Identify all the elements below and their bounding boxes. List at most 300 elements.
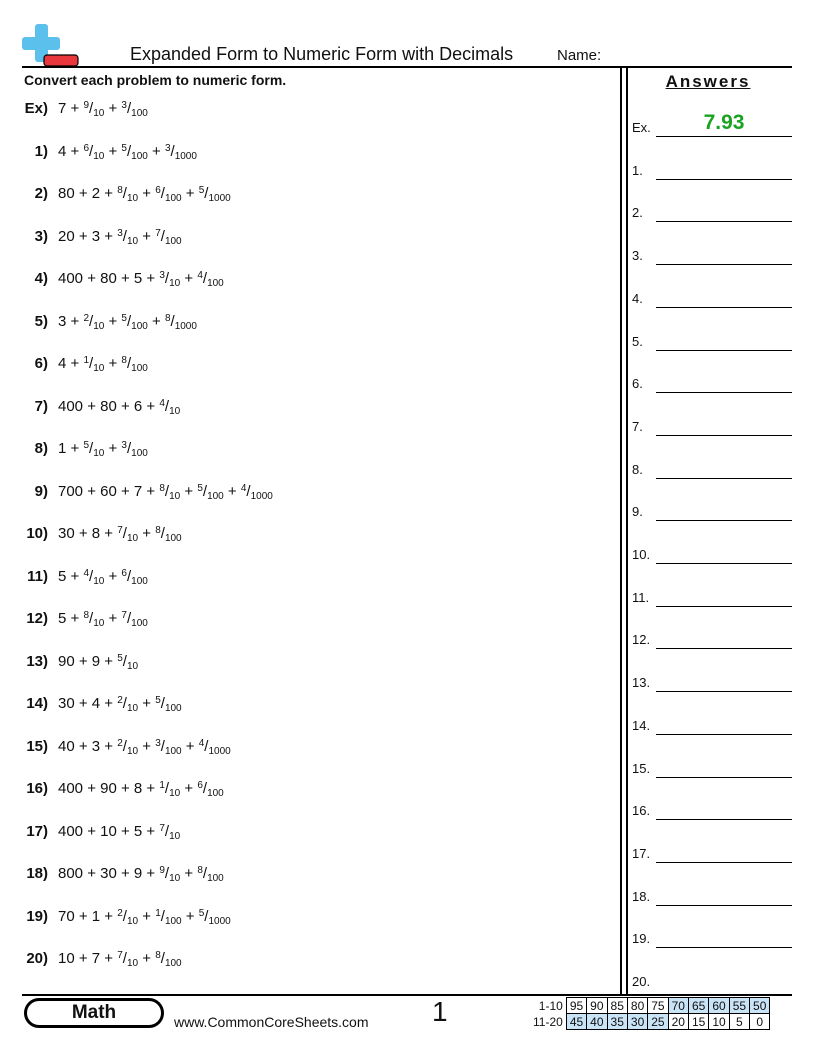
whole-part: 70 + 1 [58, 907, 101, 925]
score-cell: 10 [709, 1014, 729, 1030]
expression: $7 + ^9/_{10} + ^3/_{100}$ [58, 100, 148, 119]
fraction [159, 865, 180, 882]
numerator: 3 [121, 440, 127, 451]
whole-part: 400 + 80 + 5 [58, 270, 143, 287]
fraction [159, 270, 180, 287]
fraction [121, 100, 147, 117]
answer-row [632, 758, 792, 778]
answer-label: 13. [632, 675, 651, 691]
answer-blank-line [656, 947, 792, 948]
problem-number: 9) [34, 482, 48, 500]
fraction-slash: / [89, 100, 94, 117]
answer-row [632, 245, 792, 265]
expression: $40 + 3 + ^2/_{10} + ^3/_{100} + ^4/_{1000}$ [58, 737, 231, 757]
denominator: 10 [169, 873, 181, 884]
problem-item [24, 525, 182, 549]
score-cell: 5 [729, 1014, 749, 1030]
answer-blank-line [656, 819, 792, 820]
answer-row [632, 501, 792, 521]
whole-part: 10 + 7 [58, 950, 101, 967]
header-rule [22, 66, 792, 68]
answer-label: 5. [632, 333, 643, 349]
numerator: 5 [83, 440, 90, 451]
answer-label: 4. [632, 290, 643, 306]
fraction-slash: / [164, 397, 170, 415]
fraction-slash: / [164, 865, 170, 882]
answer-label: 11. [632, 589, 650, 605]
problem-item [24, 865, 224, 889]
fraction [155, 525, 181, 542]
whole-part: 40 + 3 [58, 737, 101, 755]
numerator: 2 [83, 312, 90, 324]
fraction [121, 143, 147, 160]
answer-blank-line [656, 307, 792, 308]
answer-blank-line [656, 136, 792, 137]
instructions: Convert each problem to numeric form. [24, 72, 287, 88]
numerator: 7 [117, 950, 123, 961]
numerator: 8 [117, 185, 123, 196]
problem-number: 14) [26, 695, 48, 712]
expression: $5 + ^4/_{10} + ^6/_{100}$ [58, 567, 148, 587]
expression: $5 + ^8/_{10} + ^7/_{100}$ [58, 610, 148, 629]
problem-number: 18) [26, 865, 48, 882]
fraction-slash: / [246, 482, 251, 500]
fraction [117, 950, 138, 967]
fraction-slash: / [160, 907, 165, 925]
fraction-slash: / [202, 482, 208, 500]
numerator: 5 [121, 312, 127, 324]
numerator: 8 [155, 950, 161, 961]
whole-part: 1 [58, 440, 67, 457]
page-number: 1 [432, 996, 448, 1027]
denominator: 100 [164, 193, 182, 204]
numerator: 8 [155, 525, 161, 536]
fraction [155, 950, 181, 967]
numerator: 3 [164, 142, 171, 154]
expression: $3 + ^2/_{10} + ^5/_{100} + ^8/_{1000}$ [58, 312, 197, 332]
fraction-slash: / [126, 142, 132, 160]
answers-heading: Answers [665, 72, 751, 91]
denominator: 10 [93, 448, 105, 459]
denominator: 1000 [174, 320, 197, 332]
problem-item [24, 610, 148, 634]
problem-number: Ex) [24, 100, 48, 117]
score-cell: 40 [587, 1014, 607, 1030]
fraction [165, 313, 197, 330]
problem-number: 20) [26, 950, 48, 967]
denominator: 10 [93, 575, 105, 587]
numerator: 1 [155, 907, 161, 919]
answer-blank-line [656, 179, 792, 180]
denominator: 10 [126, 915, 139, 927]
fraction [199, 738, 231, 755]
fraction [159, 398, 180, 415]
problem-item [24, 398, 180, 422]
fraction [83, 440, 104, 457]
fraction [121, 568, 147, 585]
expression: $30 + 8 + ^7/_{10} + ^8/_{100}$ [58, 525, 182, 544]
fraction-slash: / [204, 185, 209, 202]
numerator: 3 [155, 737, 161, 749]
answer-label: 7. [632, 418, 643, 434]
whole-part: 80 + 2 [58, 185, 101, 202]
numerator: 2 [117, 695, 123, 706]
fraction-slash: / [202, 780, 208, 797]
score-cell: 90 [587, 998, 607, 1014]
whole-part: 400 + 10 + 5 [58, 822, 143, 840]
denominator: 100 [131, 618, 148, 629]
fraction [241, 483, 273, 500]
answer-row [632, 886, 792, 906]
example-answer-value: 7.93 [703, 111, 745, 134]
fraction-slash: / [122, 227, 127, 245]
fraction [199, 908, 231, 925]
fraction [117, 908, 138, 925]
fraction [121, 355, 147, 372]
problem-number: 10) [26, 525, 48, 542]
answer-row [632, 928, 792, 948]
fraction [83, 143, 104, 160]
problem-item [24, 823, 180, 847]
denominator: 100 [131, 363, 148, 374]
answer-row [632, 373, 792, 393]
denominator: 10 [93, 320, 105, 332]
numerator: 5 [198, 185, 205, 196]
expression: $30 + 4 + ^2/_{10} + ^5/_{100}$ [58, 695, 182, 714]
fraction [83, 100, 104, 117]
score-cell: 0 [750, 1014, 770, 1030]
denominator: 10 [93, 150, 105, 162]
answer-row [632, 629, 792, 649]
denominator: 10 [169, 788, 181, 799]
numerator: 5 [198, 907, 205, 919]
expression: $400 + 80 + 5 + ^3/_{10} + ^4/_{100}$ [58, 270, 224, 289]
whole-part: 7 [58, 100, 67, 117]
problem-item [24, 695, 182, 719]
denominator: 10 [169, 830, 181, 842]
subject-badge: Math [24, 998, 164, 1028]
answer-label: 18. [632, 888, 651, 904]
denominator: 10 [169, 278, 181, 289]
problem-item [24, 270, 224, 294]
answer-blank-line [656, 264, 792, 265]
problem-number: 3) [34, 227, 48, 245]
answer-label: Ex. [632, 120, 651, 135]
fraction-slash: / [160, 185, 165, 202]
numerator: 5 [121, 142, 127, 154]
score-row [530, 1014, 770, 1030]
expression: $4 + ^6/_{10} + ^5/_{100} + ^3/_{1000}$ [58, 142, 197, 162]
fraction [165, 143, 197, 160]
denominator: 100 [131, 448, 148, 459]
answer-blank-line [656, 392, 792, 393]
answer-blank-line [656, 435, 792, 436]
numerator: 7 [159, 822, 165, 834]
score-table [530, 997, 770, 1030]
fraction-slash: / [122, 737, 127, 755]
answer-blank-line [656, 777, 792, 778]
fraction-slash: / [126, 567, 132, 585]
denominator: 100 [131, 575, 148, 587]
expression: $1 + ^5/_{10} + ^3/_{100}$ [58, 440, 148, 459]
fraction-slash: / [122, 525, 127, 542]
denominator: 10 [169, 405, 181, 417]
fraction-slash: / [89, 142, 94, 160]
problem-item [24, 228, 182, 252]
numerator: 4 [198, 737, 205, 749]
numerator: 9 [159, 865, 165, 876]
fraction-slash: / [164, 482, 170, 500]
fraction [155, 738, 181, 755]
score-range-label: 1-10 [538, 998, 563, 1013]
problem-item [24, 440, 148, 464]
numerator: 4 [83, 567, 90, 579]
fraction-slash: / [126, 440, 132, 457]
problem-item [24, 738, 231, 762]
whole-part: 4 [58, 142, 67, 160]
expression: $80 + 2 + ^8/_{10} + ^6/_{100} + ^5/_{1000}$ [58, 185, 231, 204]
answer-row [632, 587, 792, 607]
answer-label: 9. [632, 504, 643, 520]
fraction [159, 823, 180, 840]
denominator: 10 [93, 108, 105, 119]
fraction [83, 313, 104, 330]
answer-label: 17. [632, 845, 651, 861]
score-cell: 35 [607, 1014, 627, 1030]
fraction-slash: / [204, 907, 209, 925]
problem-item [24, 185, 231, 209]
numerator: 3 [117, 227, 123, 239]
problem-item [24, 355, 148, 379]
numerator: 1 [83, 355, 90, 366]
fraction [83, 610, 104, 627]
answer-label: 14. [632, 717, 651, 733]
fraction-slash: / [160, 695, 165, 712]
fraction [83, 355, 104, 372]
fraction [197, 483, 223, 500]
denominator: 100 [164, 533, 182, 544]
problem-item [24, 313, 197, 337]
score-cell: 65 [688, 998, 708, 1014]
fraction-slash: / [160, 737, 165, 755]
numerator: 5 [197, 482, 203, 494]
numerator: 4 [197, 270, 203, 281]
score-cell: 15 [688, 1014, 708, 1030]
fraction-slash: / [160, 950, 165, 967]
fraction-slash: / [202, 270, 208, 287]
problem-number: 6) [34, 355, 48, 372]
numerator: 1 [159, 780, 165, 791]
problem-number: 17) [26, 822, 48, 840]
denominator: 100 [207, 490, 224, 502]
answer-label: 8. [632, 461, 643, 477]
score-cell: 45 [566, 1014, 586, 1030]
whole-part: 5 [58, 567, 67, 585]
whole-part: 4 [58, 355, 67, 372]
numerator: 6 [83, 142, 90, 154]
numerator: 8 [83, 610, 90, 621]
fraction-slash: / [164, 822, 170, 840]
fraction [155, 228, 181, 245]
answer-label: 10. [632, 547, 651, 562]
answer-blank-line [656, 478, 792, 479]
denominator: 100 [207, 788, 224, 799]
answer-column-divider [620, 67, 622, 995]
score-cell: 70 [668, 998, 688, 1014]
fraction-slash: / [164, 780, 170, 797]
problem-number: 15) [26, 737, 48, 755]
problem-number: 11) [27, 567, 48, 585]
whole-part: 5 [58, 610, 67, 627]
denominator: 10 [126, 745, 139, 757]
problem-item [24, 653, 138, 677]
score-cell: 85 [607, 998, 627, 1014]
numerator: 4 [159, 397, 165, 409]
example-problem [24, 100, 148, 124]
fraction-slash: / [170, 312, 175, 330]
example-answer-row [632, 111, 792, 137]
problem-number: 1) [34, 142, 48, 160]
whole-part: 90 + 9 [58, 652, 101, 670]
fraction-slash: / [204, 737, 209, 755]
numerator: 6 [197, 780, 203, 791]
answer-row [632, 459, 792, 479]
fraction-slash: / [164, 270, 170, 287]
numerator: 6 [155, 185, 161, 196]
expression: $10 + 7 + ^7/_{10} + ^8/_{100}$ [58, 950, 182, 969]
denominator: 100 [207, 278, 224, 289]
fraction [117, 185, 138, 202]
score-cell: 80 [627, 998, 647, 1014]
answer-blank-line [656, 563, 792, 564]
whole-part: 30 + 8 [58, 525, 101, 542]
fraction [121, 610, 147, 627]
expression: $400 + 10 + 5 + ^7/_{10}$ [58, 822, 181, 842]
score-cell: 20 [668, 1014, 688, 1030]
whole-part: 30 + 4 [58, 695, 101, 712]
denominator: 10 [126, 703, 139, 714]
denominator: 10 [126, 958, 139, 969]
problem-number: 5) [34, 312, 48, 330]
expression: $90 + 9 + ^5/_{10}$ [58, 652, 139, 672]
problem-item [24, 483, 273, 507]
fraction-slash: / [160, 525, 165, 542]
answer-label: 2. [632, 205, 643, 221]
fraction-slash: / [89, 355, 94, 372]
whole-part: 400 + 90 + 8 [58, 780, 143, 797]
footer-rule [22, 994, 792, 996]
expression: $700 + 60 + 7 + ^8/_{10} + ^5/_{100} + ^4/_{1000}$ [58, 482, 273, 502]
denominator: 10 [126, 193, 139, 204]
denominator: 10 [93, 618, 105, 629]
fraction-slash: / [89, 440, 94, 457]
answer-row [632, 288, 792, 308]
problem-item [24, 780, 224, 804]
denominator: 100 [131, 108, 148, 119]
numerator: 9 [83, 100, 90, 111]
fraction-slash: / [122, 907, 127, 925]
expression: $4 + ^1/_{10} + ^8/_{100}$ [58, 355, 148, 374]
expression: $70 + 1 + ^2/_{10} + ^1/_{100} + ^5/_{1000}$ [58, 907, 231, 927]
fraction-slash: / [202, 865, 208, 882]
problem-item [24, 950, 182, 974]
denominator: 10 [126, 235, 139, 247]
whole-part: 400 + 80 + 6 [58, 397, 143, 415]
denominator: 100 [207, 873, 224, 884]
fraction [83, 568, 104, 585]
answer-blank-line [656, 221, 792, 222]
fraction-slash: / [126, 100, 132, 117]
fraction [155, 185, 181, 202]
fraction [117, 228, 138, 245]
answer-blank-line [656, 734, 792, 735]
numerator: 5 [117, 652, 123, 664]
fraction [155, 695, 181, 712]
denominator: 10 [126, 533, 139, 544]
numerator: 7 [117, 525, 123, 536]
fraction [155, 908, 181, 925]
page-title: Expanded Form to Numeric Form with Decimals [130, 44, 514, 64]
answer-label: 3. [632, 248, 643, 264]
expression: $20 + 3 + ^3/_{10} + ^7/_{100}$ [58, 227, 182, 247]
problem-number: 12) [26, 610, 48, 627]
fraction [199, 185, 231, 202]
fraction [197, 780, 223, 797]
problem-number: 2) [34, 185, 48, 202]
fraction-slash: / [122, 652, 127, 670]
score-cell: 25 [648, 1014, 668, 1030]
score-cell: 75 [648, 998, 668, 1014]
answer-label: 16. [632, 803, 651, 819]
fraction [117, 695, 138, 712]
fraction [121, 440, 147, 457]
problem-number: 16) [26, 780, 48, 797]
problem-number: 7) [34, 397, 48, 415]
problem-item [24, 568, 148, 592]
answer-label: 6. [632, 376, 643, 392]
answer-label: 20. [632, 974, 651, 989]
answer-blank-line [656, 606, 792, 607]
denominator: 1000 [174, 150, 197, 162]
numerator: 8 [159, 482, 165, 494]
whole-part: 700 + 60 + 7 [58, 482, 143, 500]
answer-row [632, 331, 792, 351]
numerator: 6 [121, 567, 127, 579]
fraction-slash: / [89, 312, 94, 330]
answer-row [632, 800, 792, 820]
numerator: 4 [240, 482, 247, 494]
whole-part: 800 + 30 + 9 [58, 865, 143, 882]
answer-label: 1. [632, 162, 643, 178]
denominator: 100 [164, 915, 182, 927]
numerator: 3 [159, 270, 165, 281]
fraction-slash: / [126, 355, 132, 372]
denominator: 1000 [250, 490, 273, 502]
plus-minus-logo-icon [22, 24, 80, 68]
numerator: 3 [121, 100, 127, 111]
answer-label: 19. [632, 931, 651, 947]
whole-part: 3 [58, 312, 67, 330]
site-url: www.CommonCoreSheets.com [174, 1014, 369, 1030]
answer-row [632, 715, 792, 735]
expression: $400 + 80 + 6 + ^4/_{10}$ [58, 397, 181, 417]
fraction [159, 483, 180, 500]
answer-label: 12. [632, 632, 651, 648]
fraction-slash: / [122, 950, 127, 967]
numerator: 2 [117, 737, 123, 749]
answer-row [632, 544, 792, 564]
fraction [197, 270, 223, 287]
